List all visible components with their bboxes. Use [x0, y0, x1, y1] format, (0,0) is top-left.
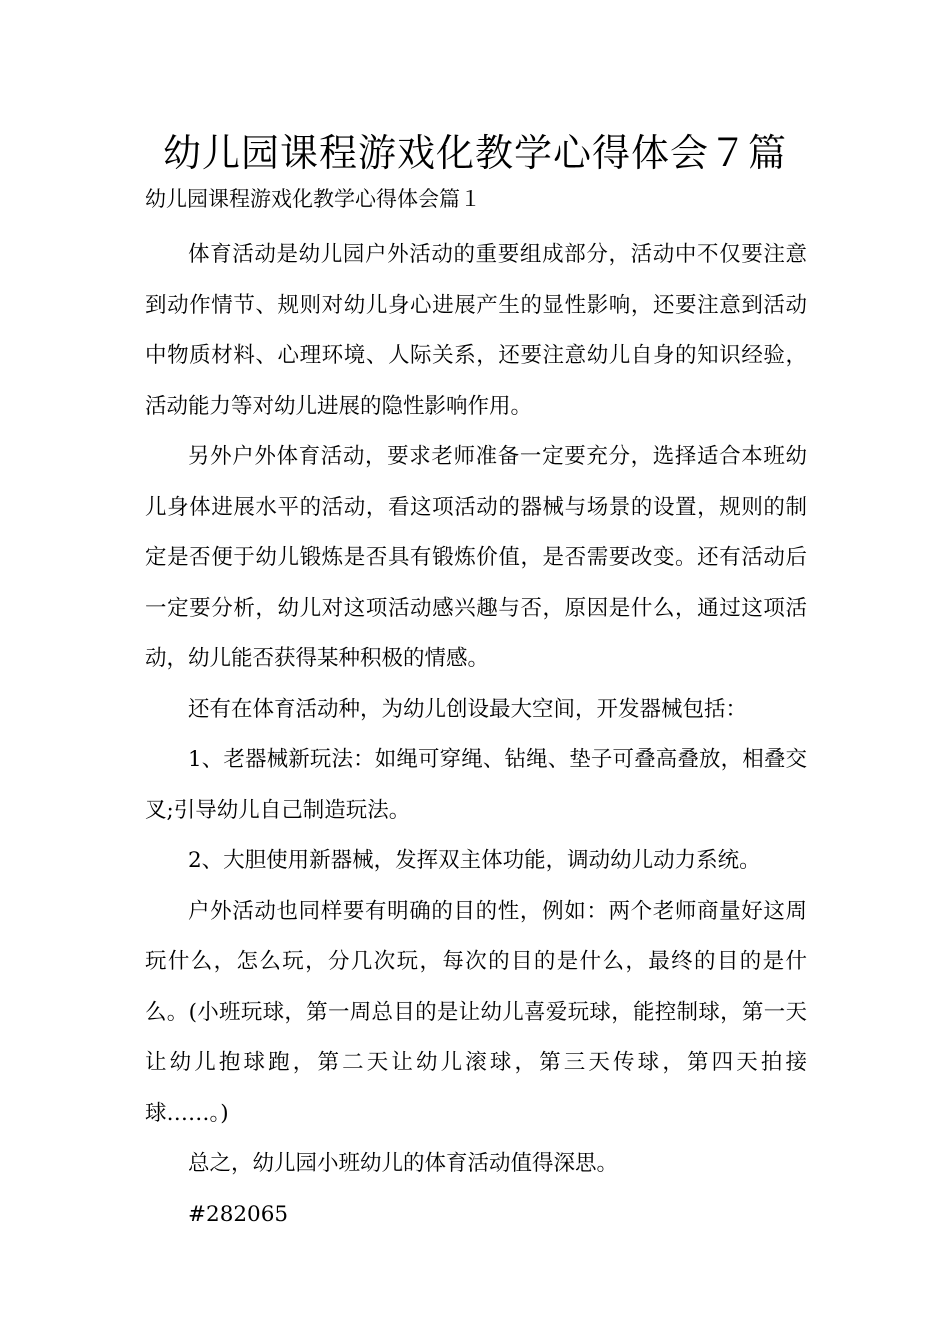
paragraph: 总之，幼儿园小班幼儿的体育活动值得深思。 — [188, 1151, 619, 1176]
paragraph: 2、大胆使用新器械，发挥双主体功能，调动幼儿动力系统。 — [188, 848, 761, 873]
document-reference-id: #282065 — [188, 1201, 289, 1227]
document-body — [145, 230, 807, 1240]
paragraph: 1、老器械新玩法：如绳可穿绳、钻绳、垫子可叠高叠放，相叠交叉;引导幼儿自己制造玩法。 — [145, 747, 807, 823]
paragraph: 体育活动是幼儿园户外活动的重要组成部分，活动中不仅要注意到动作情节、规则对幼儿身心进展产生的显性影响，还要注意到活动中物质材料、心理环境、人际关系，还要注意幼儿自身的知识经验，活动能力等对幼儿进展的隐性影响作用。 — [145, 242, 807, 419]
paragraph: 另外户外体育活动，要求老师准备一定要充分，选择适合本班幼儿身体进展水平的活动，看这项活动的器械与场景的设置，规则的制定是否便于幼儿锻炼是否具有锻炼价值，是否需要改变。还有活动后一定要分析，幼儿对这项活动感兴趣与否，原因是什么，通过这项活动，幼儿能否获得某种积极的情感。 — [145, 444, 807, 671]
document-title: 幼儿园课程游戏化教学心得体会７篇 — [162, 131, 787, 175]
paragraph: 还有在体育活动种，为幼儿创设最大空间，开发器械包括： — [188, 696, 748, 722]
section-heading: 幼儿园课程游戏化教学心得体会篇１ — [145, 187, 481, 211]
paragraph: 户外活动也同样要有明确的目的性，例如：两个老师商量好这周玩什么，怎么玩，分几次玩，每次的目的是什么，最终的目的是什么。(小班玩球，第一周总目的是让幼儿喜爱玩球，能控制球，第一天让幼儿抱球跑，第二天让幼儿滚球，第三天传球，第四天拍接球……。) — [145, 898, 807, 1126]
